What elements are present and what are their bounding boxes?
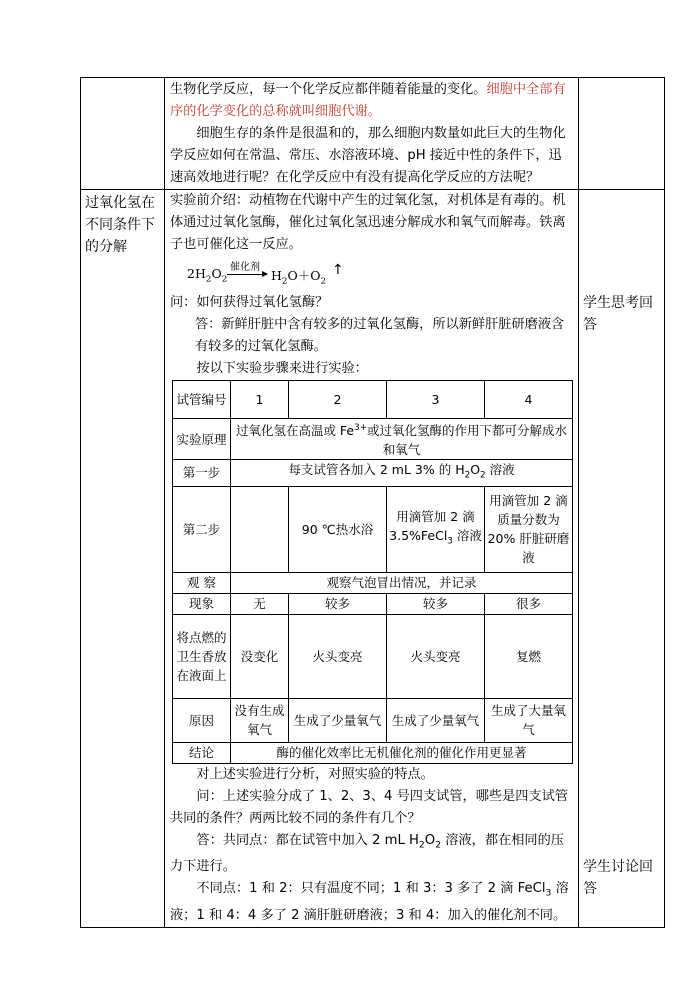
experiment-row bbox=[81, 190, 665, 928]
note-cell bbox=[579, 190, 665, 928]
table-cell: 很多 bbox=[485, 593, 573, 614]
steps-intro: 按以下实验步骤来进行实验： bbox=[196, 361, 368, 376]
equation-reactant: $2H_2O_2$ bbox=[187, 266, 228, 285]
intro-row bbox=[81, 78, 665, 190]
student-note-discuss: 学生讨论回答 bbox=[583, 859, 653, 897]
reaction-equation bbox=[187, 256, 578, 292]
table-cell: 较多 bbox=[387, 593, 485, 614]
table-cell bbox=[231, 486, 289, 572]
table-row bbox=[173, 593, 573, 614]
question-text: 问：如何获得过氧化氢酶？ bbox=[170, 295, 329, 310]
section-label: 过氧化氢在不同条件下的分解 bbox=[85, 195, 155, 255]
row-label: 将点燃的卫生香放在液面上 bbox=[173, 614, 231, 698]
tube-number: 3 bbox=[387, 381, 485, 419]
catalyst-label: 催化剂 bbox=[230, 262, 260, 273]
observe-cell: 观察气泡冒出情况，并记录 bbox=[231, 572, 573, 593]
table-cell: 较多 bbox=[289, 593, 387, 614]
answer-text: 答：新鲜肝脏中含有较多的过氧化氢酶，所以新鲜肝脏研磨液含有较多的过氧化氢酶。 bbox=[195, 317, 565, 354]
analysis-question: 问：上述实验分成了 1、2、3、4 号四支试管，哪些是四支试管共同的条件？两两比较不同的条件有几个？ bbox=[170, 788, 569, 826]
highlight-text: 细胞中全部 bbox=[486, 82, 553, 97]
row-label: 观 察 bbox=[173, 572, 231, 593]
highlight-text-2: 有序的化学变化的总称就叫细胞代谢。 bbox=[170, 82, 566, 119]
table-row bbox=[173, 614, 573, 698]
experiment-content-cell bbox=[165, 190, 579, 928]
table-row bbox=[173, 419, 573, 460]
analysis-paragraph: 对上述实验进行分析，对照实验的特点。 bbox=[196, 766, 434, 782]
table-row bbox=[173, 742, 573, 763]
table-cell: 火头变亮 bbox=[387, 614, 485, 698]
table-row bbox=[173, 381, 573, 419]
lesson-table bbox=[80, 77, 665, 928]
conclusion-cell: 酶的催化效率比无机催化剂的催化作用更显著 bbox=[231, 742, 573, 763]
intro-content-cell bbox=[165, 78, 579, 190]
table-row bbox=[173, 698, 573, 742]
table-cell: 生成了大量氧气 bbox=[485, 698, 573, 742]
table-cell: 生成了少量氧气 bbox=[387, 698, 485, 742]
tube-number: 2 bbox=[289, 381, 387, 419]
table-cell: 复燃 bbox=[485, 614, 573, 698]
table-cell: 生成了少量氧气 bbox=[289, 698, 387, 742]
empty-label-cell bbox=[81, 78, 165, 190]
table-cell: 没变化 bbox=[231, 614, 289, 698]
equation-products: $H_2O+O_2$ bbox=[271, 268, 327, 287]
analysis-answer: 答：共同点：都在试管中加入 2 mL $H_2O_2$ 溶液，都在相同的压力下进行。 bbox=[170, 832, 564, 875]
row-label: 结论 bbox=[173, 742, 231, 763]
intro-text: 生物化学反应，每一个化学反应都伴随着能量的变化。 bbox=[170, 82, 487, 97]
analysis-differences: 不同点：1 和 2：只有温度不同；1 和 3：3 多了 2 滴 FeCl$_3$ 溶液；1 和 4：4 多了 2 滴肝脏研磨液；3 和 4：加入的催化剂不同。 bbox=[170, 881, 569, 923]
table-row bbox=[173, 572, 573, 593]
table-cell: 火头变亮 bbox=[289, 614, 387, 698]
reaction-arrow-icon bbox=[227, 274, 267, 275]
row-label: 原因 bbox=[173, 698, 231, 742]
table-cell: 无 bbox=[231, 593, 289, 614]
row-label: 第一步 bbox=[173, 460, 231, 487]
gas-arrow-icon: ↑ bbox=[332, 262, 344, 278]
tube-number: 4 bbox=[485, 381, 573, 419]
empty-note-cell bbox=[579, 78, 665, 190]
step1-cell: 每支试管各加入 2 mL 3% 的 $H_2O_2$ 溶液 bbox=[231, 460, 573, 487]
table-row bbox=[173, 460, 573, 487]
student-note-think: 学生思考回答 bbox=[583, 295, 653, 333]
section-label-cell bbox=[81, 190, 165, 928]
row-label: 第二步 bbox=[173, 486, 231, 572]
intro-paragraph-1 bbox=[165, 79, 578, 123]
tube-number: 1 bbox=[231, 381, 289, 419]
experiment-intro: 实验前介绍：动植物在代谢中产生的过氧化氢，对机体是有毒的。机体通过过氧化氢酶，催化过氧化氢迅速分解成水和氧气而解毒。铁离子也可催化这一反应。 bbox=[170, 193, 566, 252]
intro-paragraph-2: 细胞生存的条件是很温和的，那么细胞内数量如此巨大的生物化学反应如何在常温、常压、水溶液环境、pH 接近中性的条件下，迅速高效地进行呢？在化学反应中有没有提高化学反应的方法呢？ bbox=[170, 126, 566, 185]
row-label: 现象 bbox=[173, 593, 231, 614]
table-cell: 没有生成氧气 bbox=[231, 698, 289, 742]
row-label: 实验原理 bbox=[173, 419, 231, 460]
principle-cell: 过氧化氢在高温或 $Fe^{3+}$或过氧化氢酶的作用下都可分解成水和氧气 bbox=[231, 419, 573, 460]
table-row bbox=[173, 486, 573, 572]
table-cell: 用滴管加 2 滴质量分数为 20% 肝脏研磨液 bbox=[485, 486, 573, 572]
row-label: 试管编号 bbox=[173, 381, 231, 419]
table-cell: 用滴管加 2 滴 3.5%FeCl$_3$ 溶液 bbox=[387, 486, 485, 572]
experiment-table bbox=[172, 380, 573, 764]
table-cell: 90 ℃热水浴 bbox=[289, 486, 387, 572]
